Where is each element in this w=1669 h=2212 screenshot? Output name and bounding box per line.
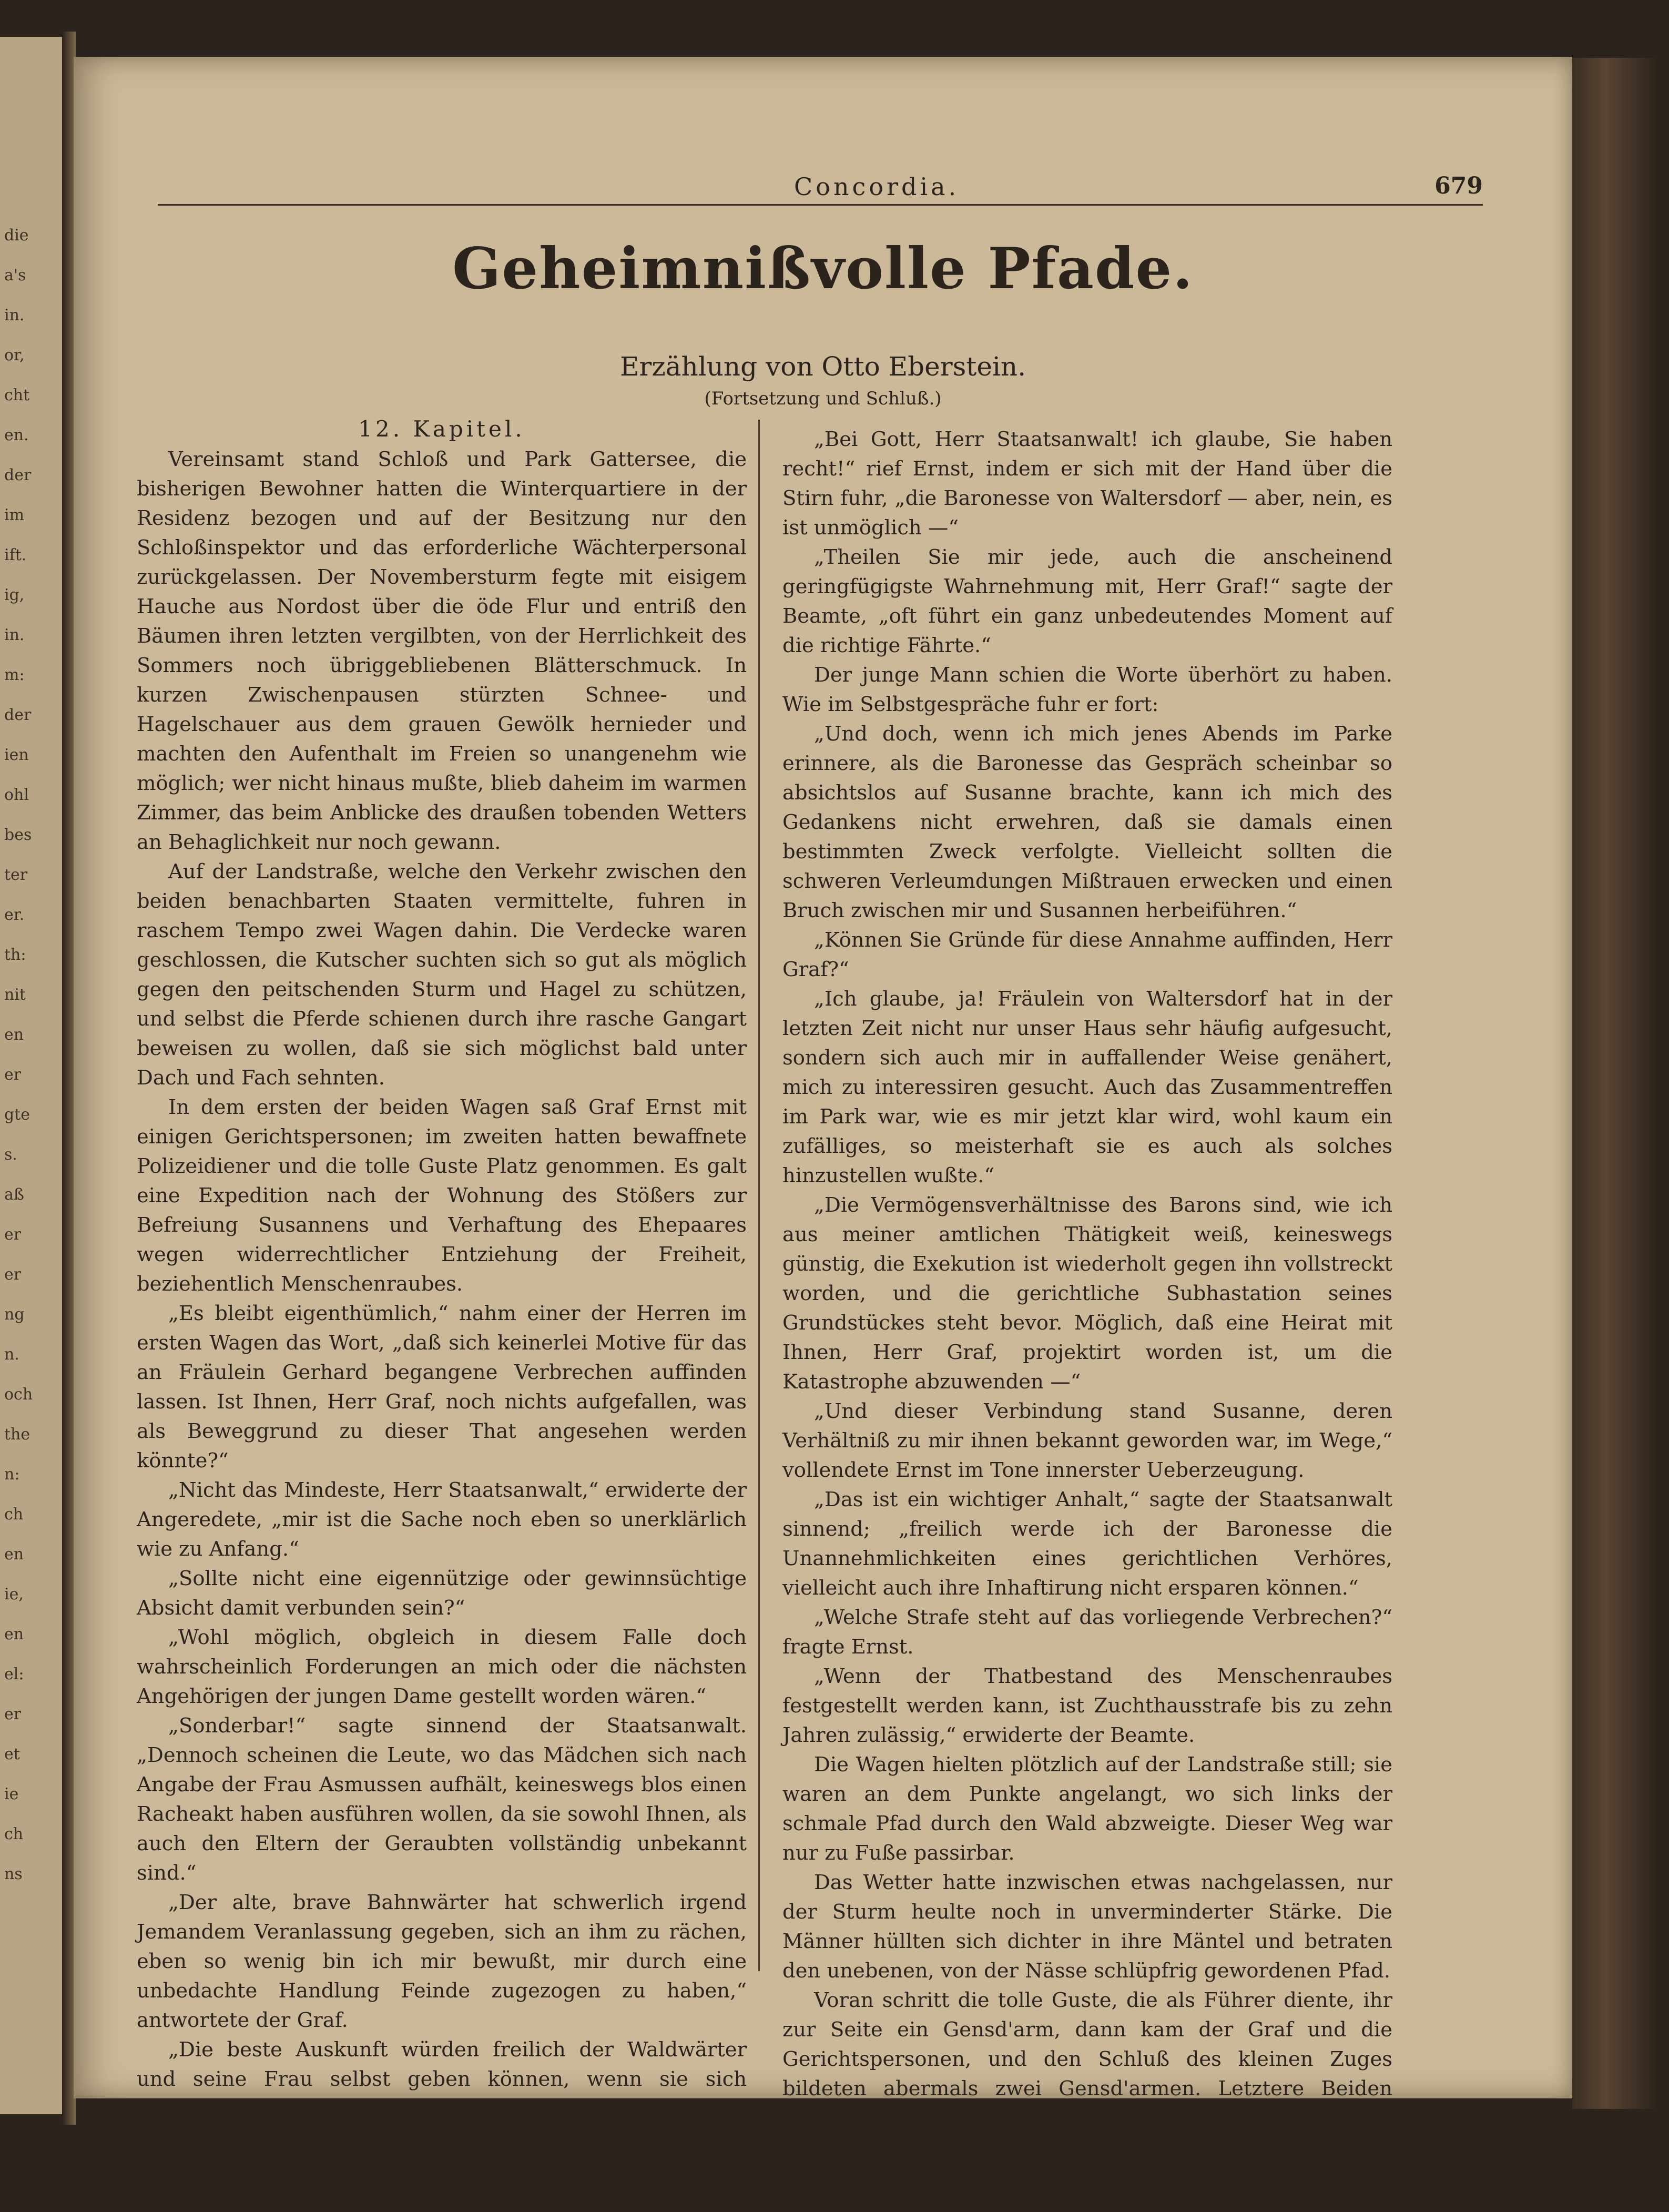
paragraph: Das Wetter hatte inzwischen etwas nachgelassen, nur der Sturm heulte noch in unverminderter Stärke. Die Männer hüllten sich dichter in ihre Mäntel und betraten den unebenen, von der Nässe schlüpfrig gewordenen Pfad.	[782, 1871, 1392, 1983]
facing-page-fragment: ter	[4, 866, 28, 884]
facing-page-fragment: gte	[4, 1105, 30, 1124]
facing-page-fragment: ie,	[4, 1585, 24, 1604]
paragraph: Voran schritt die tolle Guste, die als Führer diente, ihr zur Seite ein Gensd'arm, dann kam der Graf und die Gerichtspersonen, und den Schluß des kleinen Zuges bildeten abermals zwei Gensd'armen. Letztere Beiden waren, da die	[782, 1988, 1392, 2130]
facing-page-fragment: ns	[4, 1865, 23, 1883]
journal-title: Concordia.	[794, 173, 960, 201]
paragraph: „Es bleibt eigenthümlich,“ nahm einer der Herren im ersten Wagen das Wort, „daß sich keinerlei Motive für das an Fräulein Gerhard begangene Verbrechen auffinden lassen. Ist Ihnen, Herr Graf, noch nichts aufgefallen, was als Beweggrund zu dieser That angesehen werden könnte?“	[137, 1302, 747, 1473]
facing-page-fragment: er.	[4, 906, 25, 924]
facing-page-fragment: der	[4, 706, 32, 724]
page-number: 679	[1434, 173, 1483, 199]
facing-page-fragment: ch	[4, 1825, 24, 1843]
facing-page-fragment: en.	[4, 426, 29, 444]
facing-page-fragment: s.	[4, 1145, 17, 1164]
facing-page-fragment: er	[4, 1265, 22, 1284]
facing-page-fragment: nit	[4, 986, 26, 1004]
facing-page-fragment: in.	[4, 626, 25, 644]
story-title: Geheimnißvolle Pfade.	[452, 236, 1194, 302]
paragraph: „Und dieser Verbindung stand Susanne, deren Verhältniß zu mir ihnen bekannt geworden war, im Wege,“ vollendete Ernst im Tone innerster Ueberzeugung.	[782, 1399, 1392, 1482]
page	[74, 57, 1572, 2209]
facing-page-fragment: a's	[4, 266, 26, 285]
facing-page-fragment: och	[4, 1385, 33, 1404]
left-column-paragraphs	[137, 445, 747, 2212]
facing-page-fragment: cht	[4, 386, 30, 404]
paragraph: „Können Sie Gründe für diese Annahme auffinden, Herr Graf?“	[782, 928, 1392, 981]
facing-page-fragment: el:	[4, 1665, 24, 1683]
facing-page-fragment: er	[4, 1705, 22, 1723]
paragraph: „Die beste Auskunft würden freilich der Waldwärter und seine Frau selbst geben können, wenn sie sich überhaupt zu einem Geständniß herbeilassen. Es gewinnt immer mehr den Anschein, als seien sie blos das Werkzeug anderer bei der Sache interessirter Personen, die nach einem bestimmten, wohldurchdachten Plane handeln.“	[137, 2038, 747, 2209]
book-spine	[1572, 58, 1656, 2109]
facing-page-fragment: in.	[4, 306, 25, 324]
facing-page-fragment: n.	[4, 1345, 19, 1364]
paragraph: Die Wagen hielten plötzlich auf der Landstraße still; sie waren an dem Punkte angelangt, wo sich links der schmale Pfad durch den Wald abzweigte. Dieser Weg war nur zu Fuße passirbar.	[782, 1753, 1392, 1865]
facing-page-fragment: ch	[4, 1505, 24, 1524]
facing-page-fragment: th:	[4, 946, 26, 964]
facing-page-fragment: ng	[4, 1305, 25, 1324]
facing-page-fragment: ie	[4, 1785, 19, 1803]
paragraph: „Und doch, wenn ich mich jenes Abends im Parke erinnere, als die Baronesse das Gespräch scheinbar so absichtslos auf Susanne brachte, kann ich mich des Gedankens nicht erwehren, daß sie damals einen bestimmten Zweck verfolgte. Vielleicht sollten die schweren Verleumdungen Mißtrauen erwecken und einen Bruch zwischen mir und Susannen herbeiführen.“	[782, 722, 1392, 922]
running-head	[158, 173, 1483, 206]
facing-page-fragment: der	[4, 466, 32, 484]
facing-page-fragment: en	[4, 1625, 24, 1643]
facing-page-fragment: en	[4, 1026, 24, 1044]
facing-page-fragment: bes	[4, 826, 32, 844]
facing-page-fragment: m:	[4, 666, 25, 684]
facing-page-fragment: or,	[4, 346, 25, 364]
facing-page-fragment: die	[4, 226, 29, 245]
paragraph: „Wohl möglich, obgleich in diesem Falle doch wahrscheinlich Forderungen an mich oder die nächsten Angehörigen der jungen Dame gestellt worden wären.“	[137, 1626, 747, 1708]
right-column	[782, 425, 1392, 2133]
paragraph: „Ich glaube, ja! Fräulein von Waltersdorf hat in der letzten Zeit nicht nur unser Haus sehr häufig aufgesucht, sondern sich auch mir in auffallender Weise genähert, mich zu interessiren gesucht. Auch das Zusammentreffen im Park war, wie es mir jetzt klar wird, wohl kaum ein zufälliges, so meisterhaft sie es auch als solches hinzustellen wußte.“	[782, 987, 1392, 1188]
facing-page-fragment: ien	[4, 746, 29, 764]
column-rule	[758, 420, 760, 1971]
paragraph: „Welche Strafe steht auf das vorliegende Verbrechen?“ fragte Ernst.	[782, 1606, 1392, 1659]
paragraph: „Bei Gott, Herr Staatsanwalt! ich glaube, Sie haben recht!“ rief Ernst, indem er sich mit der Hand über die Stirn fuhr, „die Baronesse von Waltersdorf — aber, nein, es ist unmöglich —“	[782, 428, 1392, 540]
facing-page-fragment: ig,	[4, 586, 25, 604]
paragraph: „Sollte nicht eine eigennützige oder gewinnsüchtige Absicht damit verbunden sein?“	[137, 1567, 747, 1620]
facing-page-fragment: ift.	[4, 546, 27, 564]
paragraph: „Die Vermögensverhältnisse des Barons sind, wie ich aus meiner amtlichen Thätigkeit weiß, keineswegs günstig, die Exekution ist wiederholt gegen ihn vollstreckt worden, und die gerichtliche Subhastation seines Grundstückes steht bevor. Möglich, daß eine Heirat mit Ihnen, Herr Graf, projektirt worden ist, um die Katastrophe abzuwenden —“	[782, 1193, 1392, 1394]
byline: Erzählung von Otto Eberstein.	[619, 351, 1026, 382]
paragraph: „Sonderbar!“ sagte sinnend der Staatsanwalt. „Dennoch scheinen die Leute, wo das Mädchen sich nach Angabe der Frau Asmussen aufhält, keineswegs blos einen Racheakt haben ausführen wollen, da sie sowohl Ihnen, als auch den Eltern der Geraubten vollständig unbekannt sind.“	[137, 1714, 747, 1885]
right-column-paragraphs	[782, 425, 1392, 2133]
facing-page-fragment: et	[4, 1745, 20, 1763]
paragraph: Auf der Landstraße, welche den Verkehr zwischen den beiden benachbarten Staaten vermittelte, fuhren in raschem Tempo zwei Wagen dahin. Die Verdecke waren geschlossen, die Kutscher suchten sich so gut als möglich gegen den peitschenden Sturm und Hagel zu schützen, und selbst die Pferde schienen durch ihre rasche Gangart beweisen zu wollen, daß sie sich möglichst bald unter Dach und Fach sehnten.	[137, 860, 747, 1090]
facing-page-fragment: n:	[4, 1465, 20, 1484]
facing-page-fragment: aß	[4, 1185, 24, 1204]
facing-page-fragment: er	[4, 1225, 22, 1244]
facing-page-fragment: the	[4, 1425, 30, 1444]
continuation-note: (Fortsetzung und Schluß.)	[704, 388, 942, 409]
paragraph: Der junge Mann schien die Worte überhört zu haben. Wie im Selbstgespräche fuhr er fort:	[782, 663, 1392, 716]
facing-page-edge	[0, 37, 68, 2114]
paragraph: „Das ist ein wichtiger Anhalt,“ sagte der Staatsanwalt sinnend; „freilich werde ich der Baronesse die Unannehmlichkeiten eines gerichtlichen Verhöres, vielleicht auch ihre Inhaftirung nicht ersparen können.“	[782, 1488, 1392, 1600]
paragraph: „Der alte, brave Bahnwärter hat schwerlich irgend Jemandem Veranlassung gegeben, sich an ihm zu rächen, eben so wenig bin ich mir bewußt, mir durch eine unbedachte Handlung Feinde zugezogen zu haben,“ antwortete der Graf.	[137, 1891, 747, 2032]
chapter-heading: 12. Kapitel.	[358, 416, 525, 442]
paragraph: Vereinsamt stand Schloß und Park Gattersee, die bisherigen Bewohner hatten die Winterquartiere in der Residenz bezogen und auf der Besitzung nur den Schloßinspektor und das erforderliche Wächterpersonal zurückgelassen. Der Novembersturm fegte mit eisigem Hauche aus Nordost über die öde Flur und entriß den Bäumen ihren letzten vergilbten, von der Herrlichkeit des Sommers noch übriggebliebenen Blätterschmuck. In kurzen Zwischenpausen stürzten Schnee- und Hagelschauer aus dem grauen Gewölk hernieder und machten den Aufenthalt im Freien so unangenehm wie möglich; wer nicht hinaus mußte, blieb daheim im warmen Zimmer, das beim Anblicke des draußen tobenden Wetters an Behaglichkeit nur noch gewann.	[137, 448, 747, 854]
paragraph: In dem ersten der beiden Wagen saß Graf Ernst mit einigen Gerichtspersonen; im zweiten hatten bewaffnete Polizeidiener und die tolle Guste Platz genommen. Es galt eine Expedition nach der Wohnung des Stößers zur Befreiung Susannens und Verhaftung des Ehepaares wegen widerrechtlicher Entziehung der Freiheit, beziehentlich Menschenraubes.	[137, 1095, 747, 1296]
left-column	[137, 414, 747, 2212]
facing-page-fragment: im	[4, 506, 25, 524]
paragraph: „Wenn der Thatbestand des Menschenraubes festgestellt werden kann, ist Zuchthausstrafe bis zu zehn Jahren zulässig,“ erwiderte der Beamte.	[782, 1665, 1392, 1747]
facing-page-fragment: ohl	[4, 786, 29, 804]
facing-page-fragment: er	[4, 1066, 22, 1084]
paragraph: „Nicht das Mindeste, Herr Staatsanwalt,“ erwiderte der Angeredete, „mir ist die Sache noch eben so unerklärlich wie zu Anfang.“	[137, 1478, 747, 1561]
paragraph: „Theilen Sie mir jede, auch die anscheinend geringfügigste Wahrnehmung mit, Herr Graf!“ sagte der Beamte, „oft führt ein ganz unbedeutendes Moment auf die richtige Fährte.“	[782, 545, 1392, 657]
facing-page-text	[4, 216, 62, 1894]
facing-page-fragment: en	[4, 1545, 24, 1564]
